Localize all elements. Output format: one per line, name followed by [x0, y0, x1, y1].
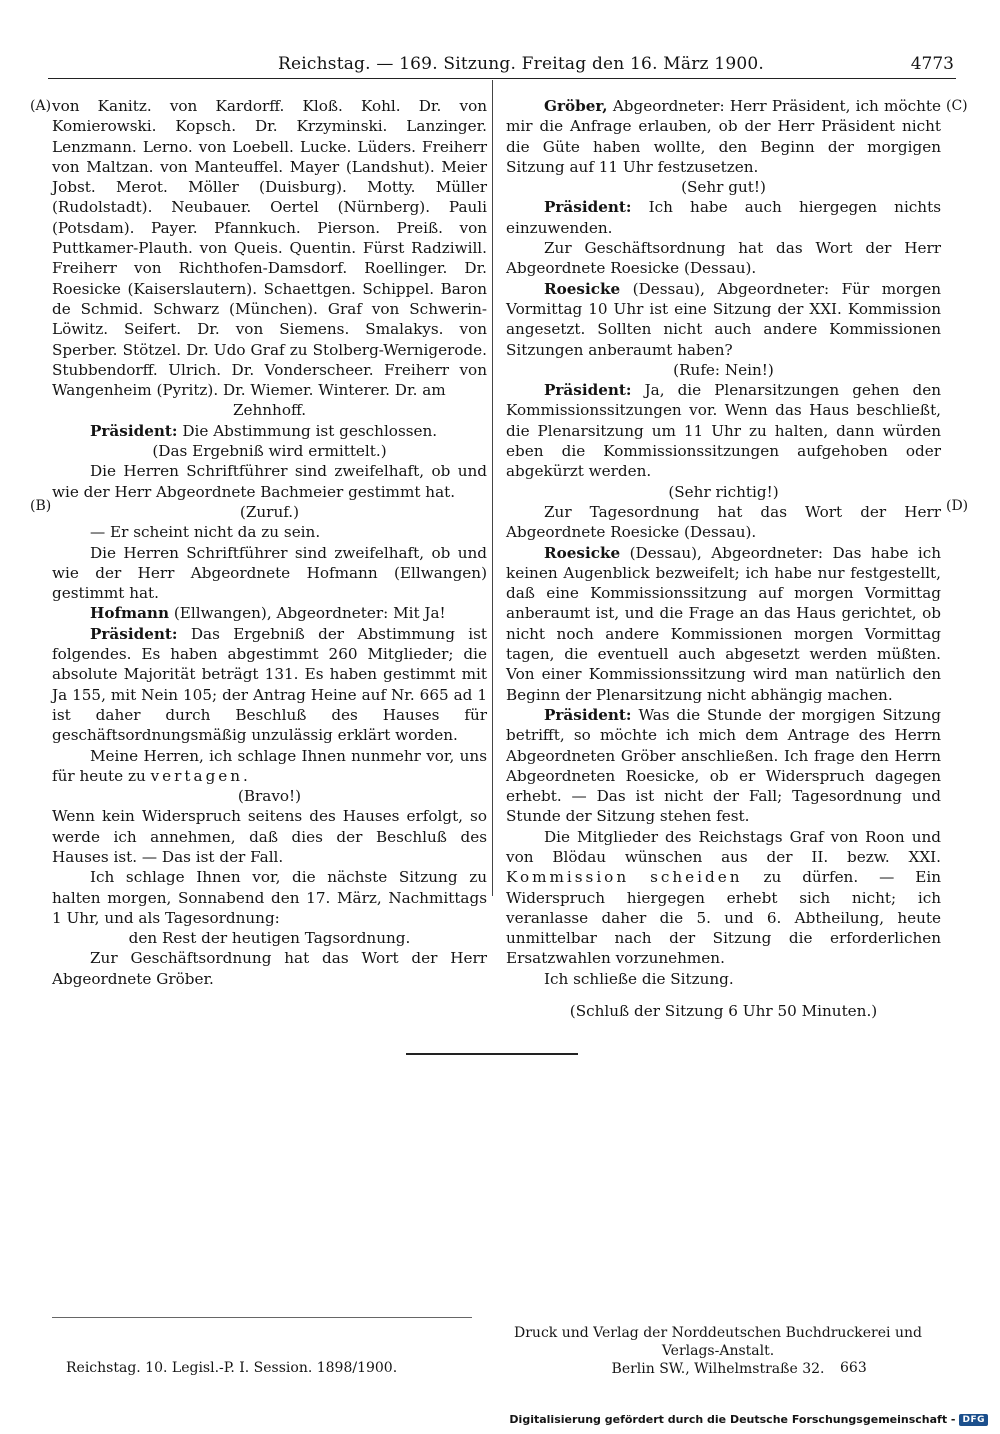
stage-direction: (Zuruf.) — [239, 502, 300, 521]
paragraph-text: Die Mitglieder des Reichstags Graf von Roon und von Blödau wünschen aus der II. bezw. XXI. — [506, 827, 941, 866]
paragraph: Zur Tagesordnung hat das Wort der Herr Abgeordnete Roesicke (Dessau). — [506, 502, 941, 542]
statement-text: (Ellwangen), Abgeordneter: Mit Ja! — [169, 604, 446, 623]
speaker-name: Präsident: — [90, 421, 178, 440]
statement-text: Die Abstimmung ist geschlossen. — [177, 421, 438, 440]
speaker-name: Präsident: — [544, 705, 632, 724]
printer-line: Druck und Verlag der Norddeutschen Buchdruckerei und Verlags-Anstalt. — [514, 1325, 922, 1359]
spaced-text: vertagen. — [150, 766, 251, 785]
statement-text: Was die Stunde der morgigen Sitzung betrifft, so möchte ich mich dem Antrage des Herrn Abgeordneten Gröber anschließen. Ich frage den Herrn Abgeordneten Roesicke, ob er Widerspruch dagegen erhebt. — Das ist nicht der Fall; Tagesordnung und Stunde der Sitzung stehen fest. — [506, 705, 941, 826]
speaker-name: Roesicke — [544, 543, 621, 562]
groeber-statement — [506, 96, 941, 177]
paragraph — [52, 746, 487, 787]
page-header — [48, 50, 956, 79]
statement-text: (Dessau), Abgeordneter: Das habe ich keinen Augenblick bezweifelt; ich habe nur festgestellt, daß eine Kommissionssitzung auf morgen Vormittag anberaumt ist, und die Frage an das Haus gerichtet, ob nicht noch andere Kommissionen morgen Vormittag tagen, die eventuell auch abgesetzt werden müßten. Von einer Kommissionssitzung wird man natürlich den Beginn der Plenarsitzung nicht abhängig machen. — [506, 543, 941, 704]
statement-text: Ja, die Plenarsitzungen gehen den Kommissionssitzungen vor. Wenn das Haus beschließt, die Plenarsitzung um 11 Uhr zu halten, dann würden eben die Kommissionssitzungen aufgehoben oder abgekürzt werden. — [506, 381, 941, 481]
paragraph: Ich schließe die Sitzung. — [544, 969, 734, 988]
stage-direction: (Sehr gut!) — [681, 178, 766, 197]
spaced-text: scheiden — [650, 868, 743, 887]
speaker-name: Präsident: — [544, 381, 632, 400]
printer-address: Berlin SW., Wilhelmstraße 32. — [611, 1361, 825, 1377]
agenda-item: den Rest der heutigen Tagsordnung. — [128, 929, 411, 948]
dfg-credit — [509, 1413, 988, 1426]
paragraph: Die Herren Schriftführer sind zweifelhaft, ob und wie der Herr Abgeordnete Hofmann (Ellwangen) gestimmt hat. — [52, 543, 487, 603]
president-statement — [52, 624, 487, 746]
stage-direction: (Sehr richtig!) — [668, 482, 779, 501]
margin-marker-b: (B) — [30, 498, 52, 514]
statement-text: (Dessau), Abgeordneter: Für morgen Vormittag 10 Uhr ist eine Sitzung der XXI. Kommission angesetzt. Sollten nicht auch andere Kommissionen Sitzungen anberaumt haben? — [506, 279, 941, 359]
paragraph: Zur Geschäftsordnung hat das Wort der Herr Abgeordnete Gröber. — [52, 949, 487, 988]
dfg-credit-text: Digitalisierung gefördert durch die Deutsche Forschungsgemeinschaft - — [509, 1413, 956, 1426]
printer-imprint — [498, 1324, 938, 1378]
roesicke-statement — [506, 543, 941, 705]
speaker-name: Hofmann — [90, 604, 170, 623]
paragraph: Die Herren Schriftführer sind zweifelhaft, ob und wie der Herr Abgeordnete Bachmeier gestimmt hat. — [52, 462, 487, 501]
president-statement — [506, 705, 941, 827]
vote-list-paragraph: von Kanitz. von Kardorff. Kloß. Kohl. Dr. von Komierowski. Kopsch. Dr. Krzyminski. Lanzinger. Lenzmann. Lerno. von Loebell. Lucke. Lüders. Freiherr von Maltzan. von Manteuffel. Mayer (Landshut). Meier Jobst. Merot. Möller (Duisburg). Motty. Müller (Rudolstadt). Neubauer. Oertel (Nürnberg). Pauli (Potsdam). Payer. Pfannkuch. Pierson. Preiß. von Puttkamer-Plauth. von Queis. Quentin. Fürst Radziwill. Freiherr von Richthofen-Damsdorf. Roellinger. Dr. Roesicke (Kaiserslautern). Schaettgen. Schippel. Baron de Schmid. Schwarz (München). Graf von Schwerin-Löwitz. Seifert. Dr. von Siemens. Smalakys. von Sperber. Stötzel. Dr. Udo Graf zu Stolberg-Wernigerode. Stubbendorff. Ulrich. Dr. Vonderscheer. Freiherr von Wangenheim (Pyritz). Dr. Wiemer. Winterer. Dr. am — [52, 97, 487, 400]
stage-direction: (Rufe: Nein!) — [673, 360, 774, 379]
president-statement — [506, 197, 941, 238]
margin-marker-d: (D) — [946, 498, 969, 514]
paragraph-text — [629, 868, 650, 886]
session-close-note: (Schluß der Sitzung 6 Uhr 50 Minuten.) — [569, 1002, 878, 1021]
dfg-logo: DFG — [959, 1414, 988, 1426]
speaker-name: Gröber, — [544, 97, 608, 115]
footer-sheet-number: 663 — [840, 1360, 867, 1376]
left-column — [52, 96, 487, 989]
president-statement — [52, 421, 487, 441]
spaced-text: Kommission — [506, 868, 630, 887]
paragraph: Zur Geschäftsordnung hat das Wort der Herr Abgeordnete Roesicke (Dessau). — [506, 239, 941, 278]
end-rule — [406, 1053, 578, 1055]
running-title: Reichstag. — 169. Sitzung. Freitag den 16. März 1900. — [278, 54, 764, 74]
margin-marker-c: (C) — [946, 98, 968, 114]
stage-direction: (Das Ergebniß wird ermittelt.) — [152, 442, 387, 461]
president-statement — [506, 380, 941, 481]
page-number: 4773 — [910, 54, 954, 74]
paragraph-text: zu dürfen. — Ein Widerspruch hiergegen erhebt sich nicht; ich veranlasse daher die 5. und 6. Abtheilung, heute unmittelbar nach der Sitzung die erforderlichen Ersatzwahlen vorzunehmen. — [506, 868, 941, 968]
paragraph: Wenn kein Widerspruch seitens des Hauses erfolgt, so werde ich annehmen, daß dies der Beschluß des Hauses ist. — Das ist der Fall. — [52, 807, 487, 866]
margin-marker-a: (A) — [30, 98, 52, 114]
statement-text: Abgeordneter: Herr Präsident, ich möchte mir die Anfrage erlauben, ob der Herr Präsident nicht die Güte haben wollte, den Beginn der morgigen Sitzung auf 11 Uhr festzusetzen. — [506, 97, 941, 176]
vote-list-last-line: Zehnhoff. — [232, 401, 307, 420]
paragraph: — Er scheint nicht da zu sein. — [90, 523, 321, 542]
right-column — [506, 96, 941, 1021]
stage-direction: (Bravo!) — [237, 787, 302, 806]
paragraph-text: Meine Herren, ich schlage Ihnen nunmehr vor, uns für heute zu — [52, 746, 487, 785]
roesicke-statement — [506, 279, 941, 360]
statement-text: Ich habe auch hiergegen nichts einzuwenden. — [506, 198, 941, 237]
statement-text: Das Ergebniß der Abstimmung ist folgendes. Es haben abgestimmt 260 Mitglieder; die absolute Majorität beträgt 131. Es haben gestimmt mit Ja 155, mit Nein 105; der Antrag Heine auf Nr. 665 ad 1 ist daher durch Beschluß des Hauses für geschäftsordnungsmäßig unzulässig erklärt worden. — [52, 624, 487, 745]
speaker-name: Präsident: — [544, 198, 632, 217]
paragraph — [506, 827, 941, 969]
footer-legislature-info: Reichstag. 10. Legisl.-P. I. Session. 1898/1900. — [66, 1360, 398, 1376]
speaker-name: Roesicke — [544, 279, 621, 298]
paragraph: Ich schlage Ihnen vor, die nächste Sitzung zu halten morgen, Sonnabend den 17. März, Nachmittags 1 Uhr, und als Tagesordnung: — [52, 868, 487, 927]
hofmann-statement — [52, 603, 487, 623]
speaker-name: Präsident: — [90, 624, 178, 643]
column-divider — [492, 80, 493, 896]
footer-rule — [52, 1317, 472, 1318]
